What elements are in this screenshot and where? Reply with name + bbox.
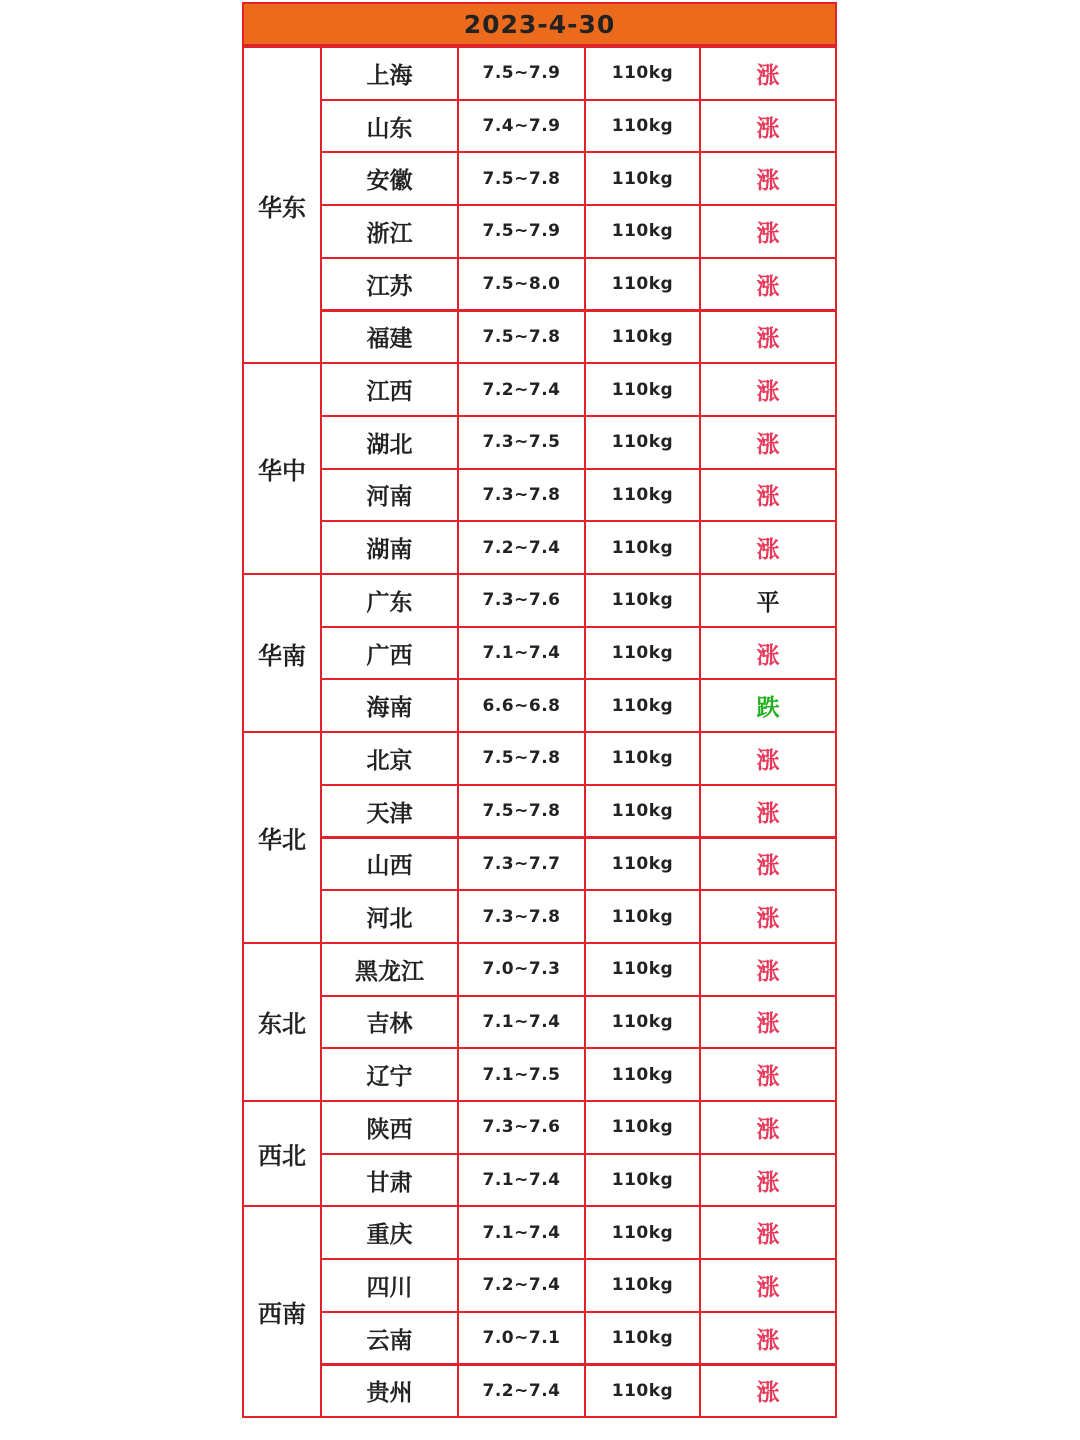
weight-cell: 110kg	[584, 310, 701, 365]
weight-cell: 110kg	[584, 1311, 701, 1366]
price-cell: 7.5~7.8	[457, 731, 586, 786]
weight-cell: 110kg	[584, 257, 701, 312]
trend-cell: 涨	[699, 468, 837, 523]
price-cell: 7.5~7.8	[457, 151, 586, 206]
trend-cell: 涨	[699, 784, 837, 839]
weight-cell: 110kg	[584, 942, 701, 997]
weight-cell: 110kg	[584, 995, 701, 1050]
price-cell: 7.1~7.4	[457, 1153, 586, 1208]
weight-cell: 110kg	[584, 520, 701, 575]
price-cell: 7.1~7.4	[457, 1205, 586, 1260]
weight-cell: 110kg	[584, 415, 701, 470]
region-cell: 东北	[242, 942, 322, 1102]
weight-cell: 110kg	[584, 99, 701, 154]
price-cell: 7.3~7.7	[457, 837, 586, 892]
price-cell: 7.2~7.4	[457, 1364, 586, 1419]
province-cell: 北京	[320, 731, 459, 786]
weight-cell: 110kg	[584, 678, 701, 733]
weight-cell: 110kg	[584, 1047, 701, 1102]
weight-cell: 110kg	[584, 1153, 701, 1208]
price-cell: 7.2~7.4	[457, 520, 586, 575]
price-cell: 7.3~7.8	[457, 889, 586, 944]
price-cell: 7.3~7.8	[457, 468, 586, 523]
trend-cell: 跌	[699, 678, 837, 733]
trend-cell: 涨	[699, 1205, 837, 1260]
province-cell: 湖北	[320, 415, 459, 470]
province-cell: 河北	[320, 889, 459, 944]
trend-cell: 涨	[699, 626, 837, 681]
province-cell: 贵州	[320, 1364, 459, 1419]
weight-cell: 110kg	[584, 151, 701, 206]
table-title: 2023-4-30	[242, 2, 837, 46]
province-cell: 福建	[320, 310, 459, 365]
trend-cell: 涨	[699, 46, 837, 101]
province-cell: 上海	[320, 46, 459, 101]
price-cell: 7.0~7.1	[457, 1311, 586, 1366]
province-cell: 江苏	[320, 257, 459, 312]
price-cell: 7.5~8.0	[457, 257, 586, 312]
price-cell: 7.5~7.9	[457, 204, 586, 259]
province-cell: 山西	[320, 837, 459, 892]
price-cell: 7.0~7.3	[457, 942, 586, 997]
province-cell: 陕西	[320, 1100, 459, 1155]
trend-cell: 涨	[699, 889, 837, 944]
trend-cell: 涨	[699, 362, 837, 417]
province-cell: 天津	[320, 784, 459, 839]
trend-cell: 涨	[699, 942, 837, 997]
weight-cell: 110kg	[584, 204, 701, 259]
trend-cell: 涨	[699, 520, 837, 575]
region-cell: 西北	[242, 1100, 322, 1207]
trend-cell: 涨	[699, 415, 837, 470]
province-cell: 黑龙江	[320, 942, 459, 997]
trend-cell: 涨	[699, 1364, 837, 1419]
trend-cell: 涨	[699, 731, 837, 786]
weight-cell: 110kg	[584, 837, 701, 892]
province-cell: 广西	[320, 626, 459, 681]
price-cell: 7.1~7.5	[457, 1047, 586, 1102]
province-cell: 湖南	[320, 520, 459, 575]
province-cell: 重庆	[320, 1205, 459, 1260]
province-cell: 江西	[320, 362, 459, 417]
weight-cell: 110kg	[584, 784, 701, 839]
price-cell: 7.5~7.8	[457, 784, 586, 839]
province-cell: 山东	[320, 99, 459, 154]
region-cell: 西南	[242, 1205, 322, 1418]
weight-cell: 110kg	[584, 731, 701, 786]
price-cell: 7.4~7.9	[457, 99, 586, 154]
trend-cell: 涨	[699, 310, 837, 365]
price-cell: 7.2~7.4	[457, 362, 586, 417]
trend-cell: 涨	[699, 995, 837, 1050]
trend-cell: 涨	[699, 99, 837, 154]
weight-cell: 110kg	[584, 1100, 701, 1155]
province-cell: 广东	[320, 573, 459, 628]
province-cell: 浙江	[320, 204, 459, 259]
trend-cell: 涨	[699, 1311, 837, 1366]
region-cell: 华中	[242, 362, 322, 575]
weight-cell: 110kg	[584, 626, 701, 681]
province-cell: 云南	[320, 1311, 459, 1366]
weight-cell: 110kg	[584, 573, 701, 628]
trend-cell: 涨	[699, 837, 837, 892]
region-cell: 华东	[242, 46, 322, 364]
trend-cell: 涨	[699, 1153, 837, 1208]
price-cell: 7.5~7.8	[457, 310, 586, 365]
province-cell: 河南	[320, 468, 459, 523]
trend-cell: 平	[699, 573, 837, 628]
region-cell: 华北	[242, 731, 322, 944]
trend-cell: 涨	[699, 1100, 837, 1155]
weight-cell: 110kg	[584, 468, 701, 523]
weight-cell: 110kg	[584, 46, 701, 101]
price-cell: 7.1~7.4	[457, 626, 586, 681]
price-cell: 6.6~6.8	[457, 678, 586, 733]
price-cell: 7.3~7.6	[457, 1100, 586, 1155]
region-cell: 华南	[242, 573, 322, 733]
trend-cell: 涨	[699, 204, 837, 259]
price-cell: 7.5~7.9	[457, 46, 586, 101]
price-cell: 7.3~7.5	[457, 415, 586, 470]
weight-cell: 110kg	[584, 1364, 701, 1419]
province-cell: 海南	[320, 678, 459, 733]
trend-cell: 涨	[699, 1258, 837, 1313]
trend-cell: 涨	[699, 1047, 837, 1102]
province-cell: 吉林	[320, 995, 459, 1050]
weight-cell: 110kg	[584, 889, 701, 944]
price-cell: 7.3~7.6	[457, 573, 586, 628]
province-cell: 四川	[320, 1258, 459, 1313]
trend-cell: 涨	[699, 151, 837, 206]
trend-cell: 涨	[699, 257, 837, 312]
weight-cell: 110kg	[584, 1258, 701, 1313]
price-cell: 7.2~7.4	[457, 1258, 586, 1313]
province-cell: 安徽	[320, 151, 459, 206]
weight-cell: 110kg	[584, 1205, 701, 1260]
weight-cell: 110kg	[584, 362, 701, 417]
province-cell: 辽宁	[320, 1047, 459, 1102]
province-cell: 甘肃	[320, 1153, 459, 1208]
price-cell: 7.1~7.4	[457, 995, 586, 1050]
